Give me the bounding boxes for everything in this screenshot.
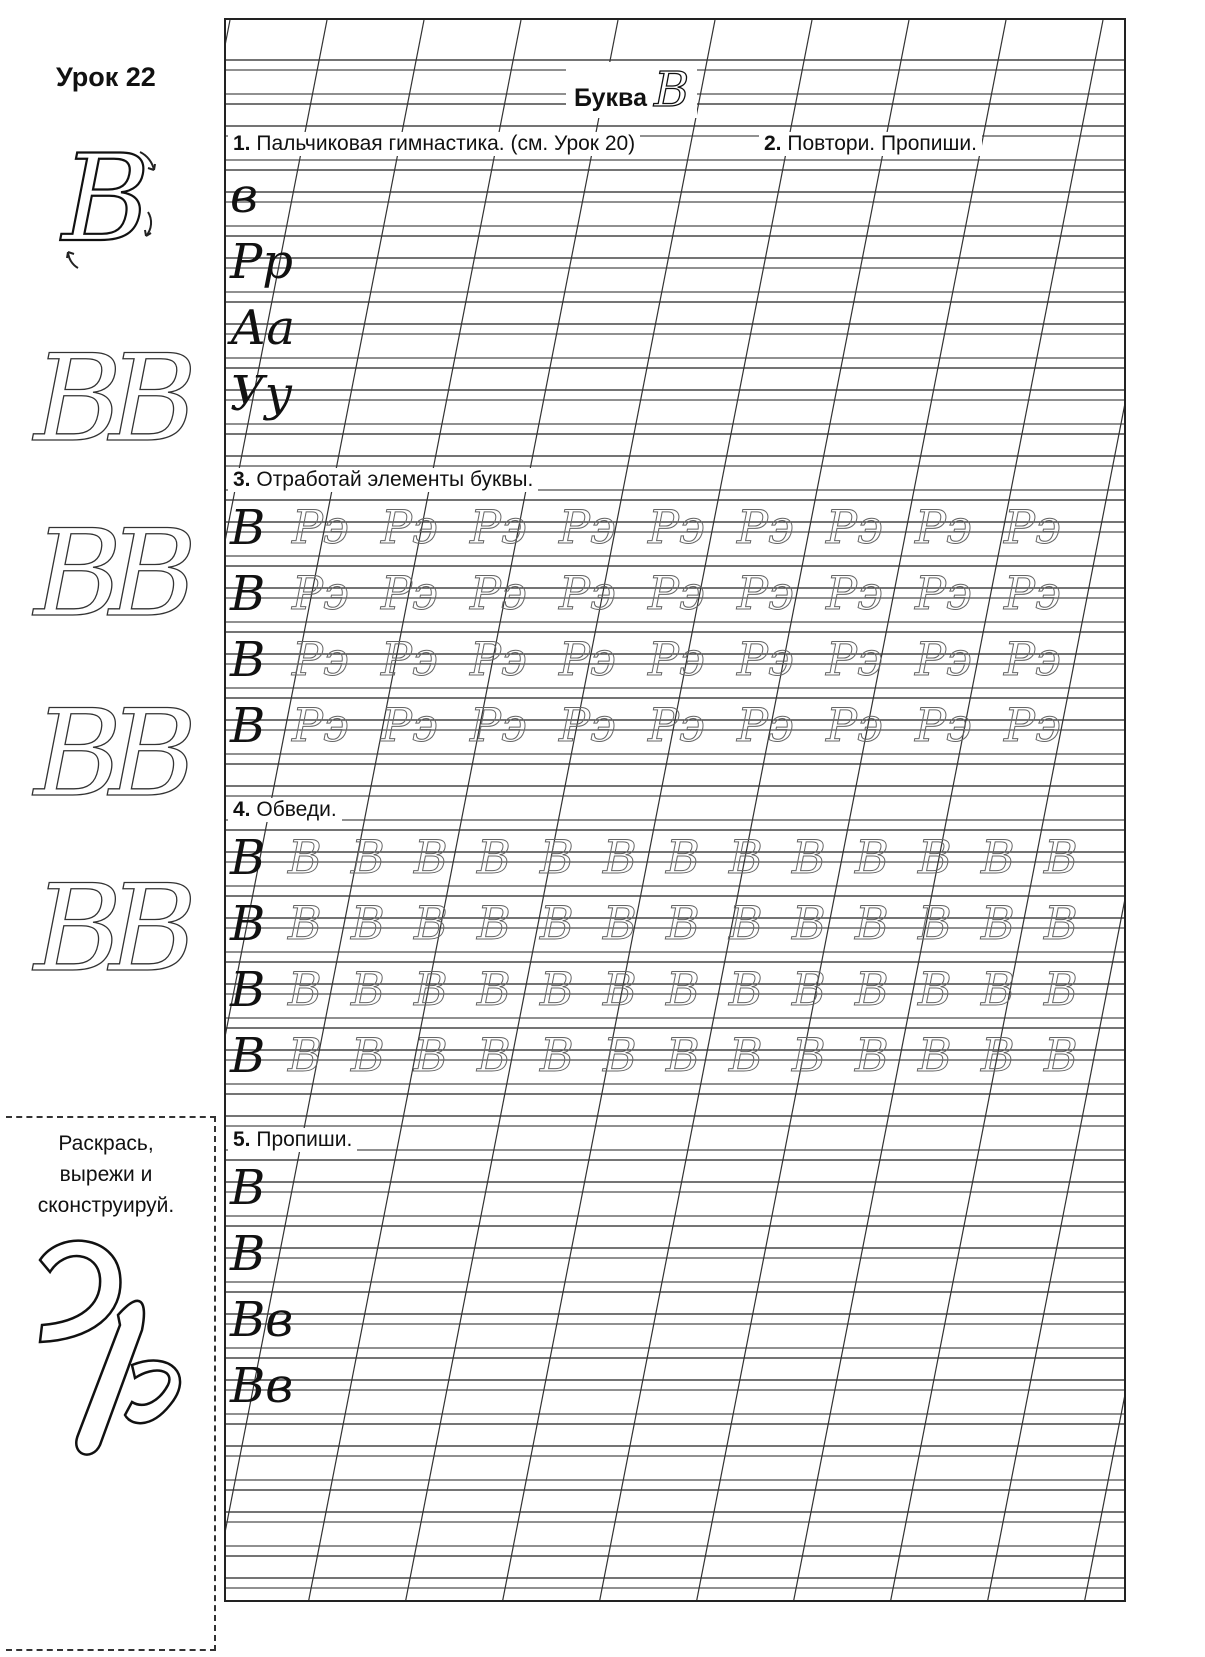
outline-letter-sample: В [34,330,123,469]
row-sample-letter: Вв [230,1358,294,1414]
row-sample-letter: В [230,896,266,952]
row-sample-letter: Рр [230,234,294,290]
trace-letter[interactable]: Рэ [381,500,438,554]
trace-letter[interactable]: В [540,1028,574,1082]
trace-letter[interactable]: Рэ [559,566,616,620]
trace-letter[interactable]: В [729,962,763,1016]
trace-letter[interactable]: В [414,896,448,950]
trace-letter[interactable]: В [792,896,826,950]
trace-letter[interactable]: В [288,962,322,1016]
trace-letter[interactable]: В [918,962,952,1016]
trace-letter[interactable]: В [981,1028,1015,1082]
trace-letter[interactable]: В [414,962,448,1016]
trace-letter[interactable]: Рэ [1004,500,1061,554]
trace-letter[interactable]: В [918,830,952,884]
trace-letter[interactable]: В [855,962,889,1016]
trace-letter[interactable]: Рэ [648,632,705,686]
row-sample-letter: В [230,500,266,556]
trace-letter[interactable]: В [855,1028,889,1082]
row-sample-letter: В [230,1028,266,1084]
trace-letter[interactable]: В [414,1028,448,1082]
trace-letter[interactable]: В [477,1028,511,1082]
trace-letter[interactable]: Рэ [381,632,438,686]
row-sample-letter: В [230,1160,266,1216]
outline-letter-sample: В [109,330,198,469]
trace-letter[interactable]: Рэ [559,632,616,686]
trace-letter[interactable]: В [288,1028,322,1082]
slant-guide-line [502,20,812,1602]
trace-letter[interactable]: В [666,830,700,884]
trace-letter[interactable]: В [414,830,448,884]
trace-letter[interactable]: В [1044,962,1078,1016]
row-sample-letter: В [230,1226,266,1282]
trace-letter[interactable]: Рэ [648,698,705,752]
slant-guide-line [890,20,1126,1602]
outline-letter-sample: В [34,505,123,644]
trace-letter[interactable]: В [351,896,385,950]
trace-letter[interactable]: Рэ [470,500,527,554]
slant-guide-line [696,20,1006,1602]
outline-letter-sample: В [109,860,198,999]
trace-letter[interactable]: В [792,962,826,1016]
trace-letter[interactable]: Рэ [1004,698,1061,752]
trace-letter[interactable]: В [666,896,700,950]
trace-letter[interactable]: Рэ [470,632,527,686]
row-sample-letter: В [230,632,266,688]
worksheet-grid [224,18,1126,1602]
slant-guide-line [599,20,909,1602]
trace-letter[interactable]: В [666,1028,700,1082]
trace-letter[interactable]: В [603,962,637,1016]
trace-letter[interactable]: В [288,896,322,950]
trace-letter[interactable]: В [792,1028,826,1082]
trace-letter[interactable]: В [981,962,1015,1016]
row-sample-letter: В [230,830,266,886]
trace-letter[interactable]: Рэ [737,698,794,752]
trace-letter[interactable]: В [603,830,637,884]
trace-letter[interactable]: В [603,1028,637,1082]
outline-letter-sample: В [34,685,123,824]
slant-guide-line [793,20,1103,1602]
trace-letter[interactable]: Рэ [826,632,883,686]
row-sample-letter: В [230,566,266,622]
trace-letter[interactable]: Рэ [559,500,616,554]
trace-letter[interactable]: В [792,830,826,884]
title-letter: В [653,62,690,118]
trace-letter[interactable]: Рэ [292,500,349,554]
row-sample-letter: Вв [230,1292,294,1348]
trace-letter[interactable]: Рэ [826,566,883,620]
trace-letter[interactable]: Рэ [470,698,527,752]
trace-letter[interactable]: В [540,896,574,950]
trace-letter[interactable]: Рэ [915,632,972,686]
section-3-label: 3. Отработай элементы буквы. [228,468,538,492]
trace-letter[interactable]: Рэ [381,566,438,620]
trace-letter[interactable]: Рэ [915,500,972,554]
trace-letter[interactable]: В [729,830,763,884]
slant-guide-line [405,20,715,1602]
trace-letter[interactable]: В [288,830,322,884]
lesson-title: Урок 22 [56,62,156,92]
trace-letter[interactable]: В [918,896,952,950]
cut-instruction: Раскрась, вырежи и сконструируй. [37,1132,175,1217]
trace-letter[interactable]: Рэ [1004,632,1061,686]
outline-letter-sample: В [34,860,123,999]
trace-letter[interactable]: В [477,830,511,884]
section-2-label: 2. Повтори. Пропиши. [759,132,982,156]
trace-letter[interactable]: Рэ [737,500,794,554]
page-title: Буква В [566,62,697,118]
row-sample-letter: В [230,698,266,754]
trace-letter[interactable]: Рэ [915,698,972,752]
trace-letter[interactable]: В [603,896,637,950]
trace-letter[interactable]: В [351,962,385,1016]
trace-letter[interactable]: Рэ [470,566,527,620]
trace-letter[interactable]: Рэ [292,632,349,686]
trace-letter[interactable]: В [351,1028,385,1082]
trace-letter[interactable]: Рэ [559,698,616,752]
trace-letter[interactable]: Рэ [737,632,794,686]
row-sample-letter: Уу [230,366,293,422]
trace-letter[interactable]: Рэ [915,566,972,620]
section-5-label: 5. Пропиши. [228,1128,357,1152]
slant-guide-line [308,20,618,1602]
outline-letter-sample: В [109,685,198,824]
trace-letter[interactable]: Рэ [648,566,705,620]
outline-letter-sample: В [109,505,198,644]
trace-letter[interactable]: Рэ [381,698,438,752]
trace-letter[interactable]: В [855,896,889,950]
trace-letter[interactable]: Рэ [1004,566,1061,620]
row-sample-letter: В [230,962,266,1018]
trace-letter[interactable]: В [666,962,700,1016]
section-4-label: 4. Обведи. [228,798,342,822]
trace-letter[interactable]: В [1044,830,1078,884]
trace-letter[interactable]: В [1044,896,1078,950]
trace-letter[interactable]: В [477,896,511,950]
trace-letter[interactable]: Рэ [826,500,883,554]
trace-letter[interactable]: В [729,896,763,950]
row-sample-letter: Аа [230,300,295,356]
trace-letter[interactable]: В [477,962,511,1016]
trace-letter[interactable]: Рэ [737,566,794,620]
trace-letter[interactable]: В [981,830,1015,884]
trace-letter[interactable]: Рэ [648,500,705,554]
trace-letter[interactable]: В [351,830,385,884]
trace-letter[interactable]: В [855,830,889,884]
main-letter-sample: В [62,130,151,269]
trace-letter[interactable]: В [1044,1028,1078,1082]
trace-letter[interactable]: Рэ [292,566,349,620]
trace-letter[interactable]: В [540,962,574,1016]
trace-letter[interactable]: Рэ [826,698,883,752]
trace-letter[interactable]: В [981,896,1015,950]
stroke-direction-arrows-icon [58,130,168,280]
row-sample-letter: в [230,168,258,224]
letter-parts-cutout-icon [20,1230,190,1460]
trace-letter[interactable]: Рэ [292,698,349,752]
trace-letter[interactable]: В [729,1028,763,1082]
slant-guide-line [1084,20,1126,1602]
section-1-label: 1. Пальчиковая гимнастика. (см. Урок 20) [228,132,640,156]
trace-letter[interactable]: В [918,1028,952,1082]
trace-letter[interactable]: В [540,830,574,884]
